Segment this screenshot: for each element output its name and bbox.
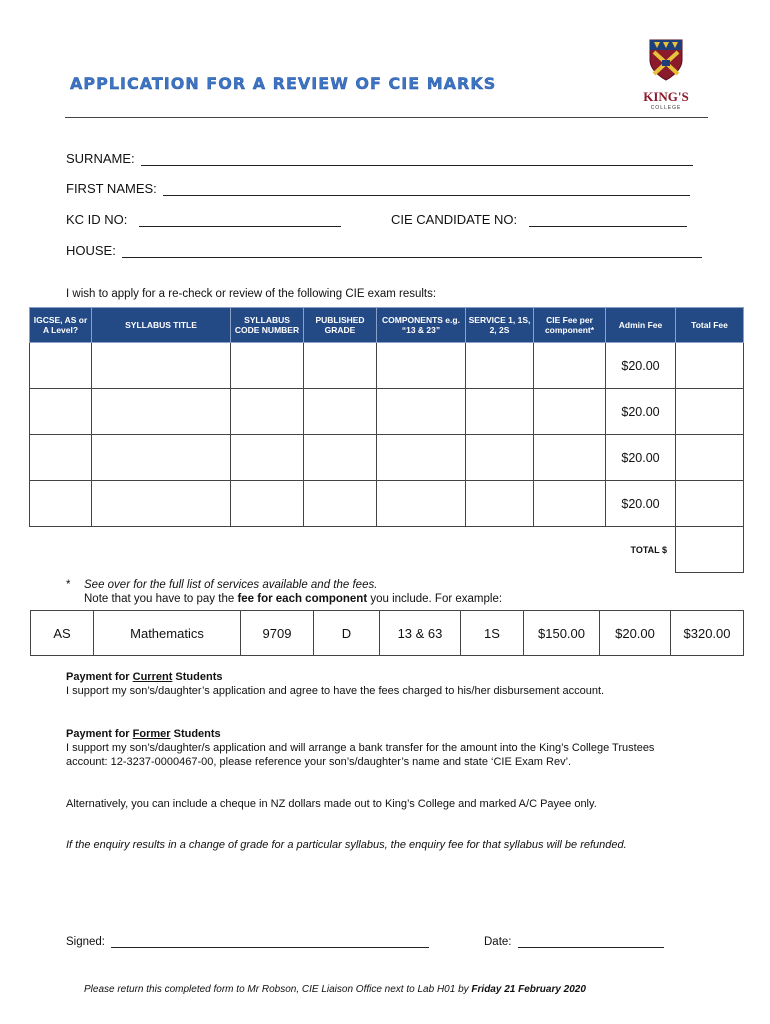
total-fee-cell[interactable]: [676, 343, 744, 389]
cie-fee-cell[interactable]: [534, 481, 606, 527]
payment-former-heading: Payment for Former Students: [66, 728, 221, 740]
level-cell[interactable]: [30, 389, 92, 435]
total-fee-cell[interactable]: [676, 481, 744, 527]
example-cell: D: [314, 611, 380, 656]
signed-field[interactable]: [66, 936, 429, 948]
total-row: [30, 527, 744, 573]
total-fee-cell[interactable]: [676, 389, 744, 435]
logo-sub: COLLEGE: [650, 105, 682, 111]
code-cell[interactable]: [231, 343, 304, 389]
admin-fee-cell: $20.00: [606, 481, 676, 527]
table-row: [30, 389, 744, 435]
payment-former-text: I support my son’s/daughter/s application and will arrange a bank transfer for the amount into the King’s College Trustees account: 12-3237-0000467-00, please reference your son’s/daughter’s name and state ‘CIE Exam Rev’.: [66, 742, 655, 768]
col-header: SYLLABUS TITLE: [92, 308, 231, 343]
title-cell[interactable]: [92, 481, 231, 527]
note-line2: Note that you have to pay the fee for each component you include. For example:: [84, 593, 503, 605]
kc-id-field[interactable]: [66, 212, 341, 227]
col-header: IGCSE, AS or A Level?: [30, 308, 92, 343]
level-cell[interactable]: [30, 343, 92, 389]
house-input-line[interactable]: [122, 244, 702, 258]
cheque-text: Alternatively, you can include a cheque in NZ dollars made out to King’s College and marked A/C Payee only.: [66, 798, 597, 810]
cie-candidate-label: CIE CANDIDATE NO:: [391, 212, 518, 227]
grand-total-cell[interactable]: [676, 527, 744, 573]
refund-text: If the enquiry results in a change of grade for a particular syllabus, the enquiry fee for that syllabus will be refunded.: [66, 839, 627, 851]
payment-former-section: [66, 727, 672, 769]
first-names-label: FIRST NAMES:: [66, 181, 157, 196]
grade-cell[interactable]: [304, 389, 377, 435]
form-title: APPLICATION FOR A REVIEW OF CIE MARKS: [70, 74, 497, 93]
title-divider: [65, 117, 708, 118]
components-cell[interactable]: [377, 481, 466, 527]
level-cell[interactable]: [30, 435, 92, 481]
kings-college-logo: [634, 38, 698, 110]
first-names-field[interactable]: [66, 181, 690, 196]
cie-fee-cell[interactable]: [534, 389, 606, 435]
example-cell: $320.00: [671, 611, 744, 656]
title-cell[interactable]: [92, 389, 231, 435]
signed-label: Signed:: [66, 936, 106, 948]
date-label: Date:: [484, 936, 512, 948]
components-cell[interactable]: [377, 435, 466, 481]
code-cell[interactable]: [231, 481, 304, 527]
components-cell[interactable]: [377, 343, 466, 389]
signed-input-line[interactable]: [111, 936, 429, 948]
col-header: SYLLABUS CODE NUMBER: [231, 308, 304, 343]
surname-input-line[interactable]: [141, 152, 693, 166]
note-star: *: [66, 579, 71, 591]
date-field[interactable]: [484, 936, 664, 948]
components-cell[interactable]: [377, 389, 466, 435]
total-fee-cell[interactable]: [676, 435, 744, 481]
admin-fee-cell: $20.00: [606, 435, 676, 481]
fees-note: [66, 578, 502, 606]
table-row: [30, 435, 744, 481]
surname-field[interactable]: [66, 151, 693, 166]
date-input-line[interactable]: [518, 936, 664, 948]
col-header: SERVICE 1, 1S, 2, 2S: [466, 308, 534, 343]
crest-icon: [648, 38, 684, 82]
col-header: PUBLISHED GRADE: [304, 308, 377, 343]
cie-candidate-field[interactable]: [391, 212, 687, 227]
surname-label: SURNAME:: [66, 151, 135, 166]
col-header: COMPONENTS e.g. “13 & 23”: [377, 308, 466, 343]
note-line1: See over for the full list of services available and the fees.: [84, 579, 378, 591]
service-cell[interactable]: [466, 343, 534, 389]
grade-cell[interactable]: [304, 343, 377, 389]
example-cell: $20.00: [600, 611, 671, 656]
grade-cell[interactable]: [304, 435, 377, 481]
example-cell: 1S: [461, 611, 524, 656]
first-names-input-line[interactable]: [163, 182, 690, 196]
col-header: Total Fee: [676, 308, 744, 343]
example-cell: 9709: [241, 611, 314, 656]
col-header: CIE Fee per component*: [534, 308, 606, 343]
example-cell: AS: [31, 611, 94, 656]
example-cell: 13 & 63: [380, 611, 461, 656]
cie-fee-cell[interactable]: [534, 435, 606, 481]
level-cell[interactable]: [30, 481, 92, 527]
grade-cell[interactable]: [304, 481, 377, 527]
example-cell: Mathematics: [94, 611, 241, 656]
payment-current-text: I support my son’s/daughter’s application and agree to have the fees charged to his/her disbursement account.: [66, 685, 605, 697]
example-row: [31, 611, 744, 656]
cie-fee-cell[interactable]: [534, 343, 606, 389]
admin-fee-cell: $20.00: [606, 389, 676, 435]
intro-text: I wish to apply for a re-check or review of the following CIE exam results:: [66, 288, 437, 300]
service-cell[interactable]: [466, 481, 534, 527]
house-label: HOUSE:: [66, 243, 116, 258]
code-cell[interactable]: [231, 435, 304, 481]
title-cell[interactable]: [92, 435, 231, 481]
payment-current-heading: Payment for Current Students: [66, 671, 223, 683]
table-row: [30, 481, 744, 527]
total-label: TOTAL $: [630, 544, 667, 555]
example-table: [30, 610, 744, 656]
results-table: [29, 307, 744, 573]
service-cell[interactable]: [466, 435, 534, 481]
house-field[interactable]: [66, 243, 702, 258]
col-header: Admin Fee: [606, 308, 676, 343]
table-header-row: [30, 308, 744, 343]
cie-candidate-input-line[interactable]: [529, 213, 687, 227]
service-cell[interactable]: [466, 389, 534, 435]
logo-name: KING'S: [643, 89, 689, 104]
example-cell: $150.00: [524, 611, 600, 656]
footer-instructions: Please return this completed form to Mr Robson, CIE Liaison Office next to Lab H01 by Friday 21 February 2020: [84, 984, 586, 995]
kc-id-input-line[interactable]: [139, 213, 341, 227]
kc-id-label: KC ID NO:: [66, 212, 128, 227]
admin-fee-cell: $20.00: [606, 343, 676, 389]
table-row: [30, 343, 744, 389]
payment-current-section: [66, 670, 672, 698]
code-cell[interactable]: [231, 389, 304, 435]
title-cell[interactable]: [92, 343, 231, 389]
